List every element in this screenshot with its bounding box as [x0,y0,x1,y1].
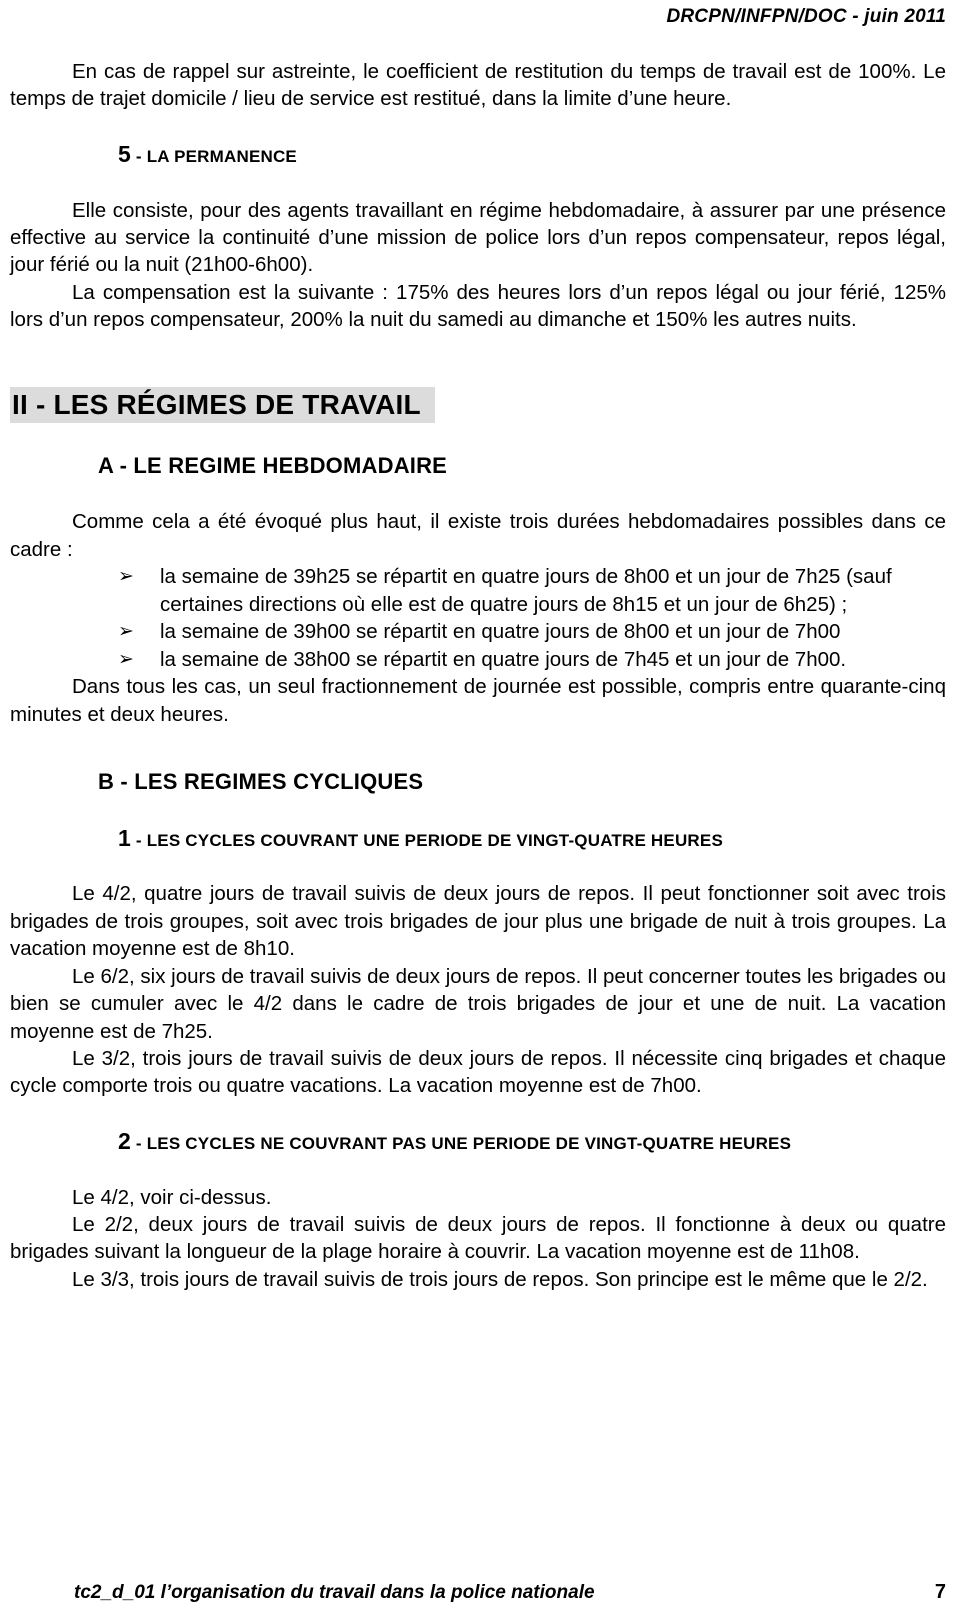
permanence-paragraph-2: La compensation est la suivante : 175% des heures lors d’un repos légal ou jour férié, 125% lors d’un repos compensateur, 200% la nuit du samedi au dimanche et 150% les autres nuits. [10,280,946,332]
heading-dash: - [131,830,147,850]
spacer [10,728,946,768]
spacer [10,797,946,825]
cycles-24h-paragraph-2: Le 6/2, six jours de travail suivis de deux jours de repos. Il peut concerner toutes les brigades ou bien se cumuler avec le 4/2 dans le cadre de trois brigades de jour et une de nuit. La vacation moyenne est de 7h25. [10,964,947,1043]
spacer [10,169,946,197]
spacer [10,1156,946,1184]
page-footer [74,1581,946,1604]
list-item-text: la semaine de 39h25 se répartit en quatre jours de 8h00 et un jour de 7h25 (sauf certaines directions où elle est de quatre jours de 8h15 et un jour de 6h25) ; [160,565,892,616]
footer-document-title: tc2_d_01 l’organisation du travail dans la police nationale [74,1582,595,1603]
heading-5-la-permanence [10,141,946,169]
arrow-bullet-icon: ➢ [118,566,134,588]
heading-title: LES CYCLES COUVRANT UNE PERIODE DE VINGT-QUATRE HEURES [146,830,723,850]
arrow-bullet-icon: ➢ [118,648,134,670]
document-body [10,58,946,1293]
list-item [10,618,946,645]
cycles-24h-paragraph-1: Le 4/2, quatre jours de travail suivis de deux jours de repos. Il peut fonctionner soit avec trois brigades de trois groupes, soit avec trois brigades de jour plus une brigade de nuit à trois groupes. La vacation moyenne est de 8h10. [10,882,946,961]
section-heading-ii-text: II - LES RÉGIMES DE TRAVAIL [10,387,435,423]
subsection-heading-a: A - LE REGIME HEBDOMADAIRE [98,452,448,478]
heading-number: 1 [118,824,131,851]
heading-dash: - [131,1133,147,1153]
heading-1-cycles-24h [10,825,946,853]
heading-number: 2 [118,1127,131,1154]
heading-title: LES CYCLES NE COUVRANT PAS UNE PERIODE DE VINGT-QUATRE HEURES [146,1133,792,1153]
heading-dash: - [131,146,147,166]
spacer [10,480,946,508]
cycles-non-24h-paragraph-1: Le 4/2, voir ci-dessus. [72,1185,272,1209]
heading-2-cycles-non-24h [10,1128,946,1156]
running-header: DRCPN/INFPN/DOC - juin 2011 [666,6,946,27]
heading-number: 5 [118,140,131,167]
list-item [10,646,946,673]
spacer [10,424,946,452]
cycles-non-24h-paragraph-2: Le 2/2, deux jours de travail suivis de deux jours de repos. Il fonctionne à deux ou quatre brigades suivant la longueur de la plage horaire à couvrir. La vacation moyenne est de 11h08. [10,1213,946,1264]
spacer [10,113,946,141]
spacer [10,334,946,386]
permanence-paragraph-1: Elle consiste, pour des agents travaillant en régime hebdomadaire, à assurer par une présence effective au service la continuité d’une mission de police lors d’un repos compensateur, repos légal, jour férié ou la nuit (21h00-6h00). [10,198,946,277]
footer-page-number: 7 [934,1581,946,1603]
cycles-non-24h-paragraph-3: Le 3/3, trois jours de travail suivis de trois jours de repos. Son principe est le même que le 2/2. [72,1267,928,1291]
spacer [10,1100,946,1128]
hebdomadaire-bullet-list [10,563,946,673]
subsection-a-closing: Dans tous les cas, un seul fractionnement de journée est possible, compris entre quarante-cinq minutes et deux heures. [10,675,946,726]
intro-paragraph: En cas de rappel sur astreinte, le coefficient de restitution du temps de travail est de 100%. Le temps de trajet domicile / lieu de service est restitué, dans la limite d’une heure. [10,60,946,111]
spacer [10,852,946,880]
section-heading-ii [10,386,946,424]
list-item-text: la semaine de 38h00 se répartit en quatre jours de 7h45 et un jour de 7h00. [160,647,847,671]
list-item [10,563,946,618]
cycles-24h-paragraph-3: Le 3/2, trois jours de travail suivis de deux jours de repos. Il nécessite cinq brigades et chaque cycle comporte trois ou quatre vacations. La vacation moyenne est de 7h00. [10,1047,946,1098]
heading-title: LA PERMANENCE [146,146,297,166]
arrow-bullet-icon: ➢ [118,621,134,643]
list-item-text: la semaine de 39h00 se répartit en quatre jours de 8h00 et un jour de 7h00 [160,620,841,644]
subsection-heading-b: B - LES REGIMES CYCLIQUES [98,769,424,795]
subsection-a-intro: Comme cela a été évoqué plus haut, il existe trois durées hebdomadaires possibles dans ce cadre : [10,510,946,561]
